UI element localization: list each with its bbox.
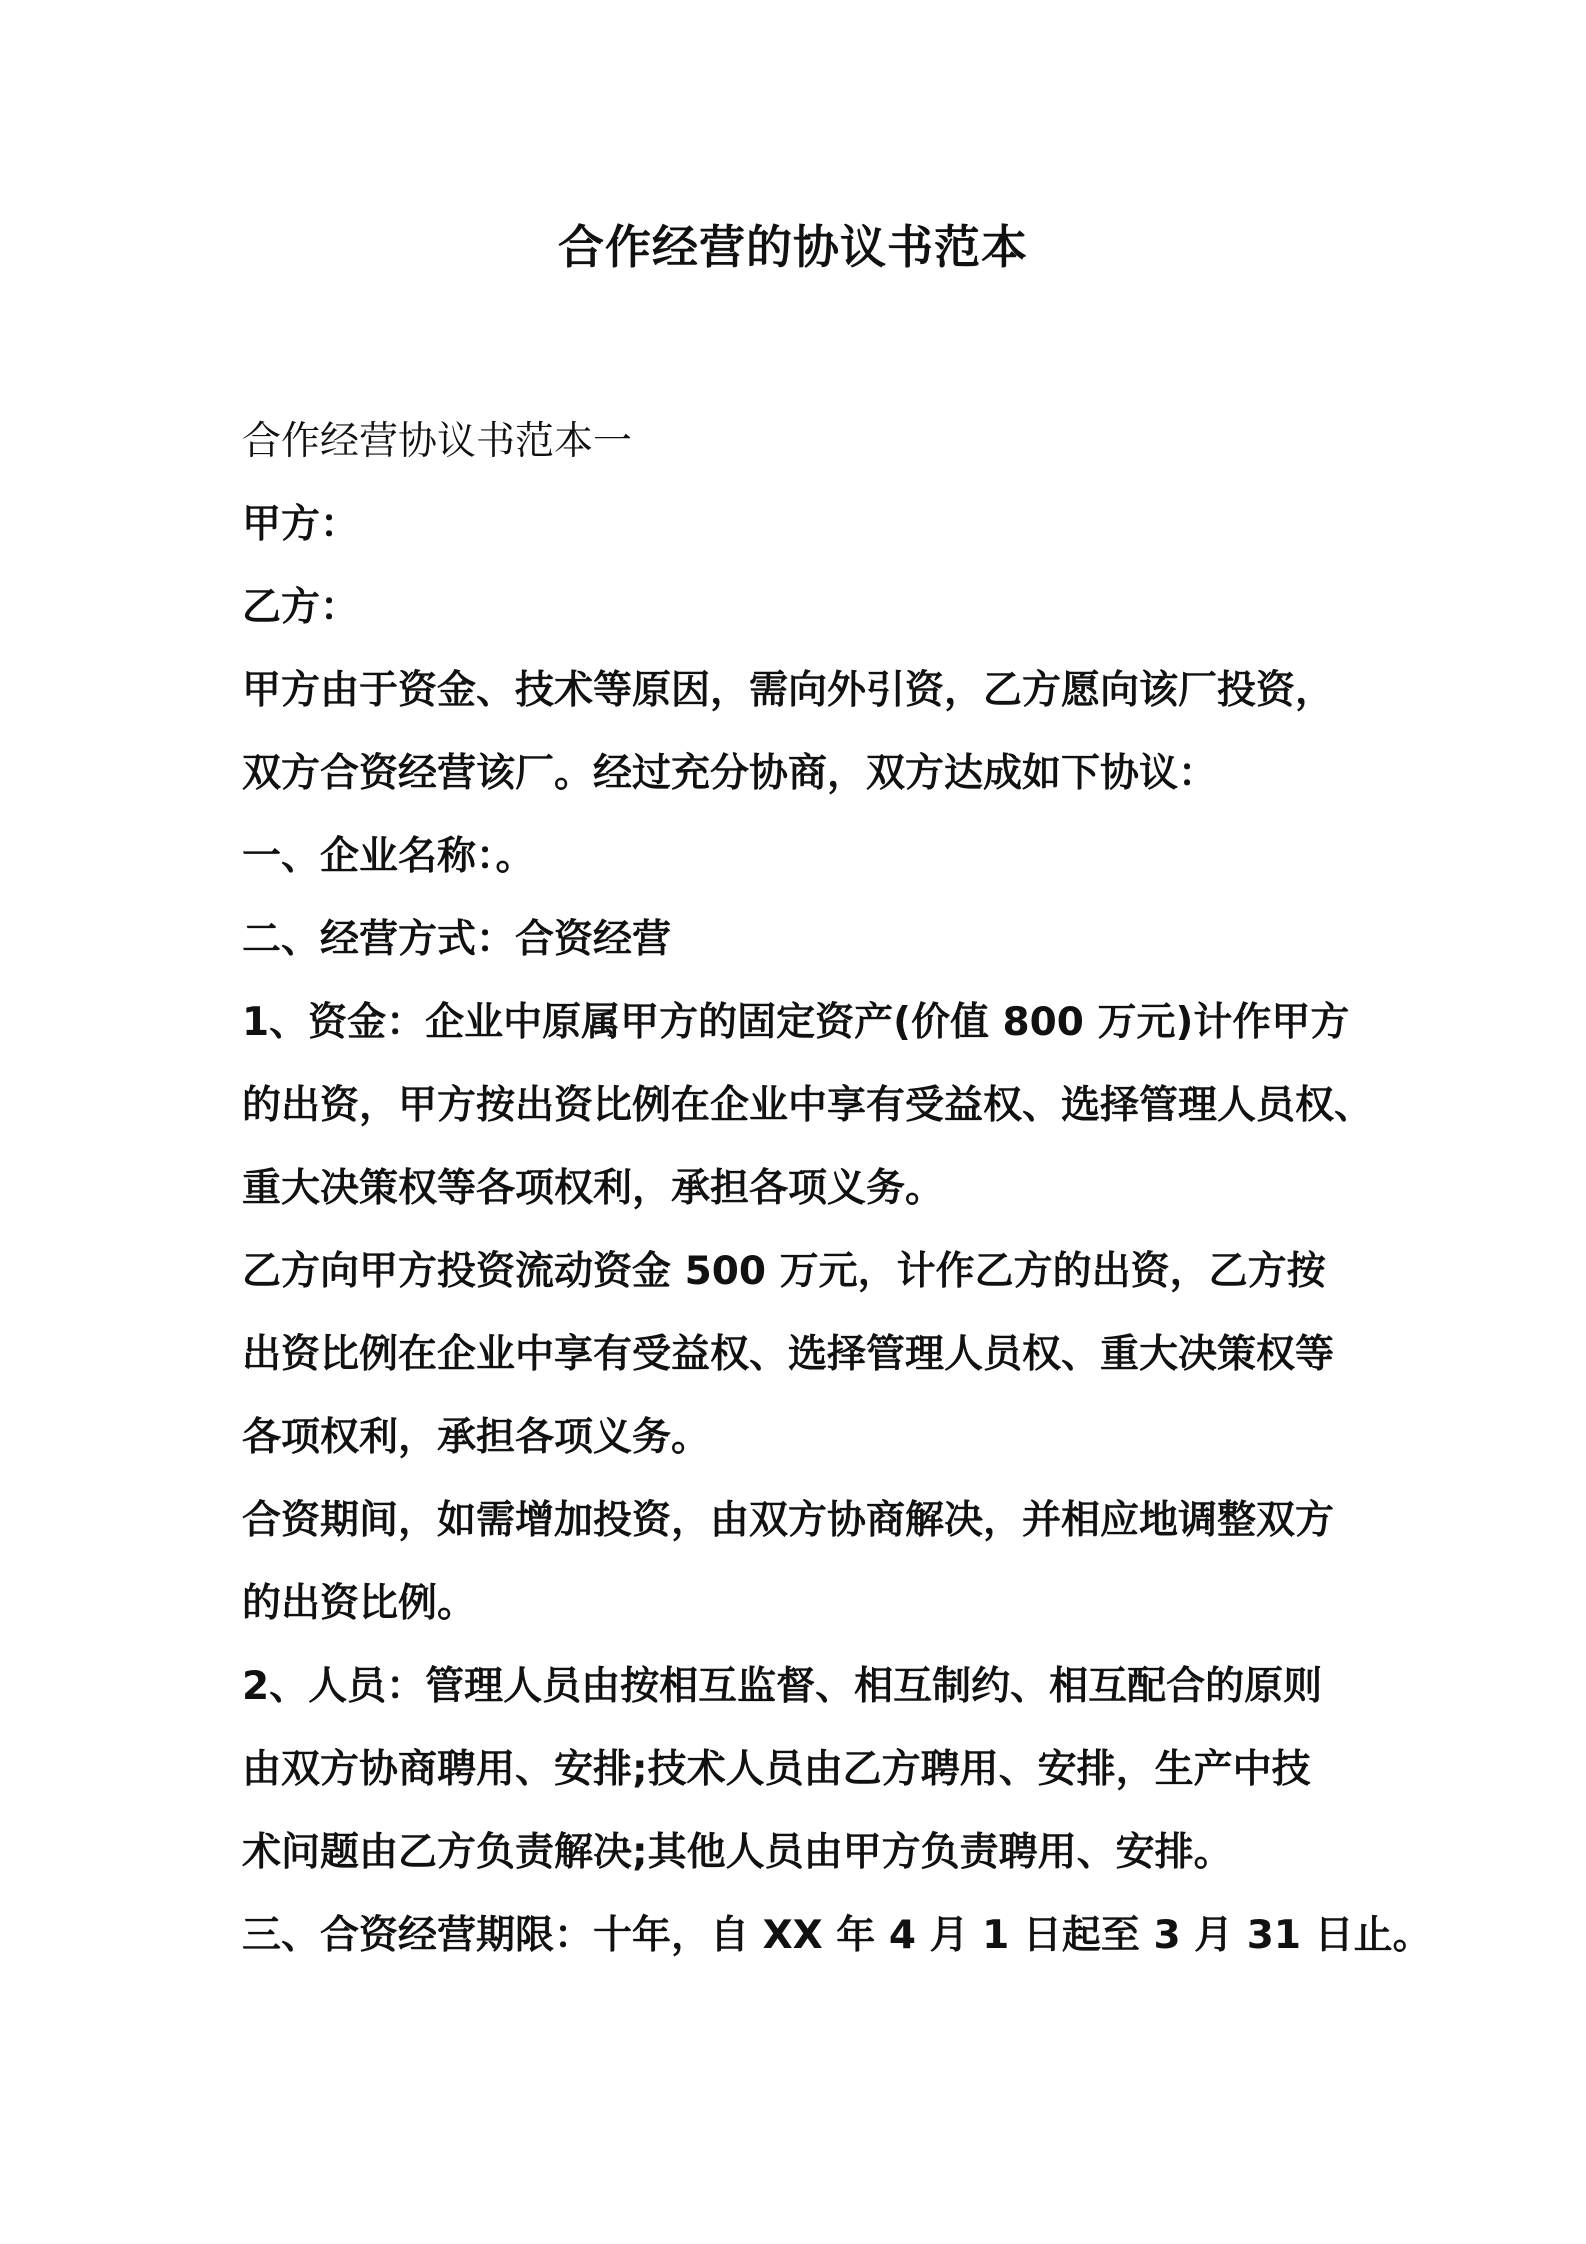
body-line: 各项权利，承担各项义务。: [242, 1415, 711, 1460]
body-line: 甲方由于资金、技术等原因，需向外引资，乙方愿向该厂投资，: [242, 668, 1335, 713]
document-body: [242, 400, 1432, 1977]
party-b-label: 乙方：: [242, 585, 360, 630]
body-line: 出资比例在企业中享有受益权、选择管理人员权、重大决策权等: [242, 1332, 1335, 1377]
clause-operation-mode: 二、经营方式：合资经营: [242, 917, 672, 962]
body-line: 乙方向甲方投资流动资金 500 万元，计作乙方的出资，乙方按: [242, 1249, 1326, 1294]
clause-term: 三、合资经营期限：十年，自 XX 年 4 月 1 日起至 3 月 31 日止。: [242, 1913, 1432, 1958]
body-line: 由双方协商聘用、安排;技术人员由乙方聘用、安排，生产中技: [242, 1747, 1311, 1792]
party-a-label: 甲方：: [242, 502, 360, 547]
section-heading: 合作经营协议书范本一: [242, 419, 633, 464]
clause-company-name: 一、企业名称：。: [242, 834, 535, 879]
body-line: 的出资比例。: [242, 1581, 477, 1626]
body-line: 重大决策权等各项权利，承担各项义务。: [242, 1166, 945, 1211]
body-line: 合资期间，如需增加投资，由双方协商解决，并相应地调整双方: [242, 1498, 1335, 1543]
body-line: 术问题由乙方负责解决;其他人员由甲方负责聘用、安排。: [242, 1830, 1233, 1875]
body-line: 双方合资经营该厂。经过充分协商，双方达成如下协议：: [242, 751, 1218, 796]
clause-personnel: 2、人员：管理人员由按相互监督、相互制约、相互配合的原则: [242, 1664, 1323, 1709]
document-title: 合作经营的协议书范本: [558, 220, 1028, 274]
clause-capital: 1、资金：企业中原属甲方的固定资产(价值 800 万元)计作甲方: [242, 1000, 1350, 1045]
body-line: 的出资，甲方按出资比例在企业中享有受益权、选择管理人员权、: [242, 1083, 1374, 1128]
